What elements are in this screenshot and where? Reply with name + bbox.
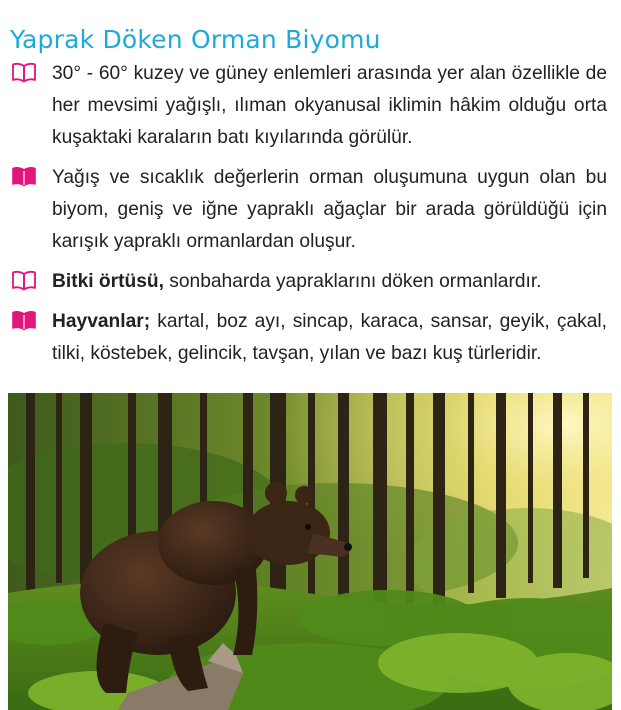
forest-bear-illustration	[8, 393, 612, 710]
list-item-bold: Bitki örtüsü,	[52, 271, 164, 292]
page-title: Yaprak Döken Orman Biyomu	[10, 24, 381, 54]
list-item	[0, 58, 621, 154]
open-book-outline-icon	[11, 62, 37, 84]
open-book-filled-icon	[11, 310, 37, 332]
list-item-text: Hayvanlar; kartal, boz ayı, sincap, karaca, sansar, geyik, çakal, tilki, köstebek, gelincik, tavşan, yılan ve bazı kuş türleridir.	[52, 311, 607, 364]
bullet-list	[0, 58, 621, 378]
forest-bear-photo	[8, 393, 612, 710]
list-item	[0, 306, 621, 370]
list-item-bold: Hayvanlar;	[52, 311, 151, 332]
list-item-text: 30° - 60° kuzey ve güney enlemleri arasında yer alan özellikle de her mevsimi yağışlı, ılıman okyanusal iklimin hâkim olduğu orta kuşaktaki karaların batı kıyılarında görülür.	[52, 63, 607, 148]
list-item	[0, 266, 621, 298]
list-item-text: Yağış ve sıcaklık değerlerin orman oluşumuna uygun olan bu biyom, geniş ve iğne yapraklı ağaçlar bir arada görüldüğü için karışık yapraklı ormanlardan oluşur.	[52, 167, 607, 252]
open-book-outline-icon	[11, 270, 37, 292]
list-item	[0, 162, 621, 258]
list-item-text: Bitki örtüsü, sonbaharda yapraklarını döken ormanlardır.	[52, 271, 542, 292]
open-book-filled-icon	[11, 166, 37, 188]
